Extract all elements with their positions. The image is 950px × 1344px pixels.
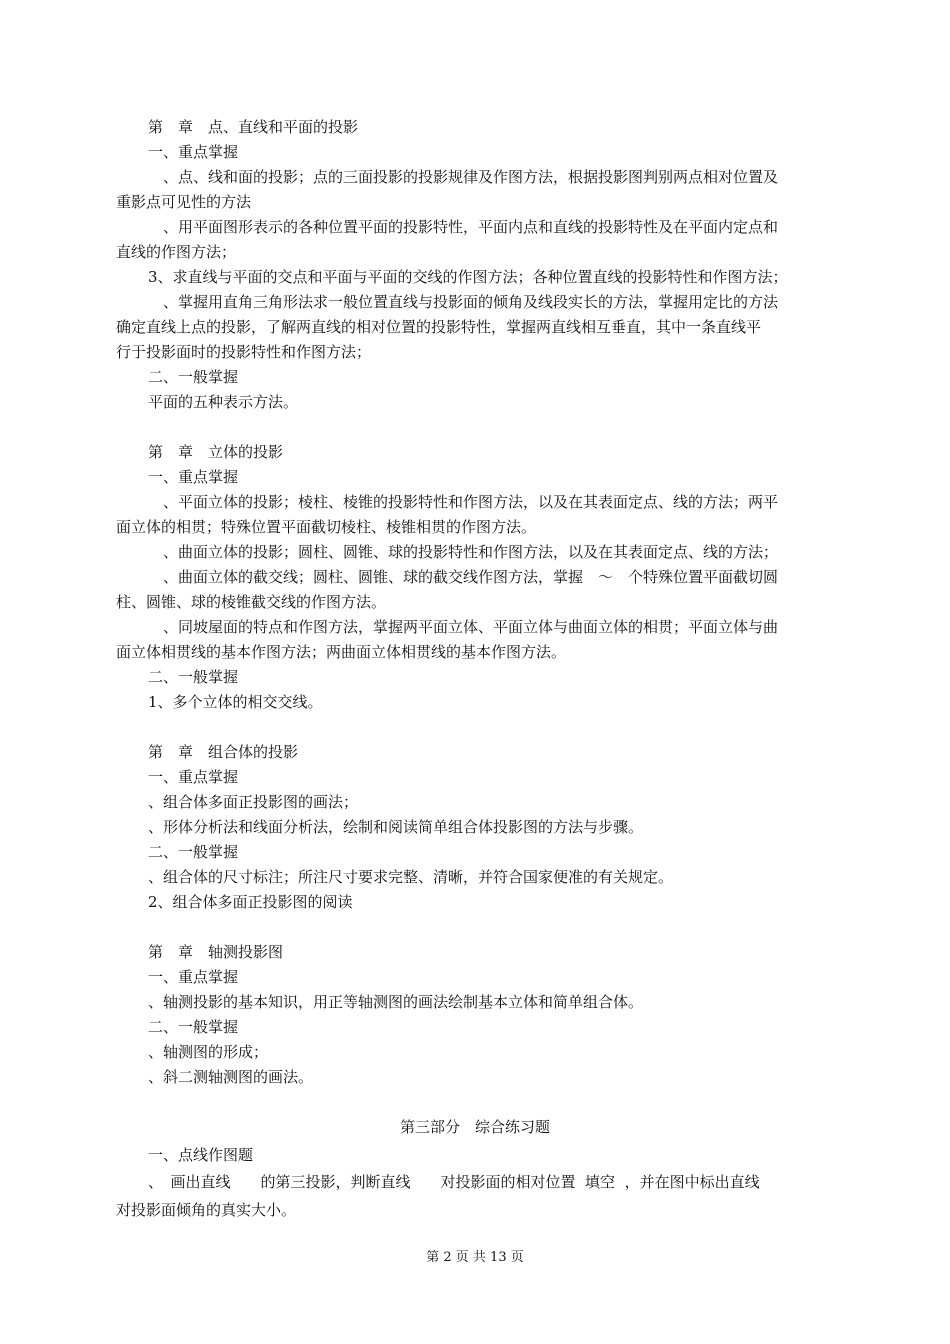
paragraph-line: 重影点可见性的方法 [116,193,252,211]
paragraph-line: 3、求直线与平面的交点和平面与平面的交线的作图方法；各种位置直线的投影特性和作图方法； [148,268,788,286]
paragraph-line: 平面的五种表示方法。 [148,393,299,411]
paragraph-line: 确定直线上点的投影，了解两直线的相对位置的投影特性，掌握两直线相互垂直，其中一条直线平 [116,318,762,336]
paragraph-line: 面立体的相贯；特殊位置平面截切棱柱、棱锥相贯的作图方法。 [116,518,537,536]
paragraph-line: 1、多个立体的相交交线。 [148,693,323,711]
paragraph-line: 、组合体的尺寸标注；所注尺寸要求完整、清晰，并符合国家便准的有关规定。 [148,868,674,886]
page-footer: 第 2 页 共 13 页 [426,1250,524,1265]
paragraph-line: 、曲面立体的截交线；圆柱、圆锥、球的截交线作图方法，掌握 ～ 个特殊位置平面截切圆 [148,568,779,586]
paragraph-line: 、曲面立体的投影；圆柱、圆锥、球的投影特性和作图方法，以及在其表面定点、线的方法； [148,543,779,561]
paragraph-line: 面立体相贯线的基本作图方法；两曲面立体相贯线的基本作图方法。 [116,643,567,661]
section-heading: 一、重点掌握 [148,768,239,786]
section-heading: 一、重点掌握 [148,468,239,486]
paragraph-line: 、掌握用直角三角形法求一般位置直线与投影面的倾角及线段实长的方法，掌握用定比的方法 [148,293,779,311]
paragraph-line: 、轴测图的形成； [148,1043,269,1061]
section-heading: 二、一般掌握 [148,1018,239,1036]
paragraph-line: 、形体分析法和线面分析法，绘制和阅读简单组合体投影图的方法与步骤。 [148,818,644,836]
section-heading: 二、一般掌握 [148,668,239,686]
paragraph-line: 、斜二测轴测图的画法。 [148,1068,314,1086]
paragraph-line: 、同坡屋面的特点和作图方法，掌握两平面立体、平面立体与曲面立体的相贯；平面立体与曲 [148,618,779,636]
part-title: 第三部分 综合练习题 [399,1118,550,1136]
chapter-title: 第 章 点、直线和平面的投影 [148,118,359,136]
paragraph-line: 、 画出直线 的第三投影，判断直线 对投影面的相对位置 填空 ，并在图中标出直线 [148,1173,760,1191]
section-heading: 一、重点掌握 [148,143,239,161]
paragraph-line: 行于投影面时的投影特性和作图方法； [116,343,372,361]
section-heading: 二、一般掌握 [148,368,239,386]
section-heading: 二、一般掌握 [148,843,239,861]
paragraph-line: 、用平面图形表示的各种位置平面的投影特性，平面内点和直线的投影特性及在平面内定点和 [148,218,779,236]
paragraph-line: 对投影面倾角的真实大小。 [116,1201,297,1219]
paragraph-line: 柱、圆锥、球的棱锥截交线的作图方法。 [116,593,387,611]
paragraph-line: 、平面立体的投影；棱柱、棱锥的投影特性和作图方法，以及在其表面定点、线的方法；两平 [148,493,779,511]
paragraph-line: 、组合体多面正投影图的画法； [148,793,359,811]
paragraph-line: 直线的作图方法； [116,243,237,261]
paragraph-line: 、轴测投影的基本知识，用正等轴测图的画法绘制基本立体和简单组合体。 [148,993,644,1011]
paragraph-line: 、点、线和面的投影；点的三面投影的投影规律及作图方法，根据投影图判别两点相对位置及 [148,168,779,186]
section-heading: 一、重点掌握 [148,968,239,986]
chapter-title: 第 章 立体的投影 [148,443,284,461]
section-heading: 一、点线作图题 [148,1146,254,1164]
paragraph-line: 2、组合体多面正投影图的阅读 [148,893,353,911]
chapter-title: 第 章 轴测投影图 [148,943,284,961]
chapter-title: 第 章 组合体的投影 [148,743,299,761]
